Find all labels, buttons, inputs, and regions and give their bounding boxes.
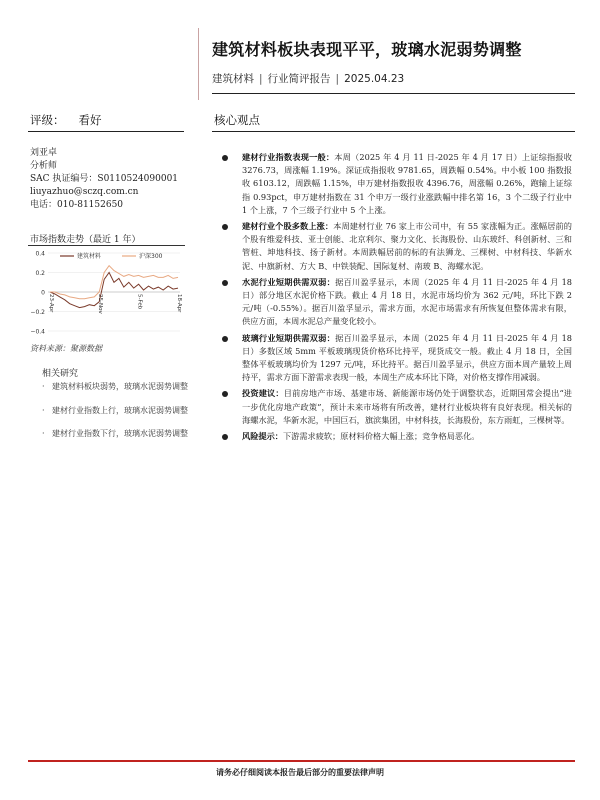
core-view-item: 建材行业指数表现一般：本周（2025 年 4 月 11 日-2025 年 4 月 17 日）上证综指报收 3276.73，周涨幅 1.19%。深证成指报收 9781.65，周跌幅 0.54%。中小板 100 指数报收 6103.12，周跌幅 1.15%，申万建材指数报收 4396.76，周涨幅 0.26%，跑输上证综指 0.93pct，申万建材指数在 31 个申万一级行业涨跌幅中排名第 16，3 个二级子行业中 1 个上涨，7 个三级子行业中 5 个上涨。 [222,151,572,217]
core-views-title: 核心观点 [214,113,260,127]
related-item[interactable]: · 建材行业指数上行，玻璃水泥弱势调整 [42,405,188,415]
analyst-name: 刘亚卓 [30,148,58,158]
rating-label: 评级： [30,113,65,127]
chart-x-tick: 25-Nov [97,294,104,314]
bullet-icon [222,336,228,342]
related-item[interactable]: · 建材行业指数下行，玻璃水泥弱势调整 [42,429,188,438]
industry-label: 建筑材料 [212,73,254,85]
chart-svg [28,247,188,337]
core-view-item: 建材行业个股多数上涨：本周建材行业 76 家上市公司中，有 55 家涨幅为正。涨幅居前的个股有维爱科技、亚士创能、北京利尔、聚力文化、长海股份、山东玻纤、科创新材、三和管桩、坤地科技、扬子新材。本周跌幅居前的标的有法狮龙、三棵树、中材科技、华新水泥、中旗新材、方大 B、中铁装配、国际复材、南玻 B、海螺水泥。 [222,220,572,273]
related-item[interactable]: · 建筑材料板块弱势，玻璃水泥弱势调整 [42,382,188,391]
rating-rule [28,131,184,132]
footer-rule [28,760,575,762]
core-views-rule [212,131,575,132]
report-subtitle: 建筑材料 | 行业简评报告 | 2025.04.23 [212,73,405,85]
market-index-chart [28,247,188,337]
bullet-icon [222,391,228,397]
chart-y-tick: 0.4 [35,250,45,258]
related-research-title: 相关研究 [42,369,79,379]
chart-top-rule [28,245,185,246]
related-research-list [42,381,194,452]
report-type: 行业简评报告 [267,73,331,85]
report-title: 建筑材料板块表现平平，玻璃水泥弱势调整 [212,40,522,59]
bullet-icon [222,224,228,230]
core-view-item: 风险提示：下游需求疲软；原材料价格大幅上涨；竞争格局恶化。 [222,430,572,443]
chart-y-tick: 0.2 [35,270,45,277]
report-date: 2025.04.23 [344,73,405,85]
legal-disclaimer-link[interactable]: 请务必仔细阅读本报告最后部分的重要法律声明 [216,767,384,777]
chart-x-tick: 18-Apr [176,294,182,313]
chart-legend-label: 建筑材料 [77,253,102,260]
chart-y-tick: 0 [41,289,45,297]
analyst-email: liuyazhuo@sczq.com.cn [30,187,139,197]
chart-title: 市场指数走势（最近 1 年） [30,235,141,245]
chart-x-tick: 5-Feb [136,294,143,310]
chart-y-tick: −0.4 [30,328,45,336]
analyst-sac: SAC 执证编号：S0110524090001 [30,174,179,184]
core-view-item: 玻璃行业短期供需双弱：据百川盈孚显示，本周（2025 年 4 月 11 日-2025 年 4 月 18 日）多数区域 5mm 平板玻璃现货价格环比持平，现货成交一般。截止 4 月 18 日，全国整体平板玻璃均价为 1297 元/吨，环比持平。据百川盈孚显示，供应方面本周产量较上周持平，需求方面下游需求表现一般，本周生产成本环比下降，对价格支撑作用减弱。 [222,332,572,385]
core-view-item: 投资建议：目前房地产市场、基建市场、新能源市场仍处于调整状态，近期国常会提出“进一步优化房地产政策”，预计未来市场将有所改善，建材行业板块将有良好表现。相关标的海螺水泥，华新水泥，中国巨石，旗滨集团，中材科技，长海股份，东方雨虹，三棵树等。 [222,387,572,427]
analyst-info [30,147,178,212]
rating-value: 看好 [78,113,102,127]
core-views-list [222,151,572,446]
bullet-icon [222,280,228,286]
analyst-phone: 电话：010-81152650 [30,200,124,210]
analyst-role: 分析师 [30,161,58,171]
bullet-icon [222,155,228,161]
chart-x-tick: 23-Apr [48,294,54,313]
chart-legend-label: 沪深300 [139,253,163,260]
bullet-icon [222,434,228,440]
core-view-item: 水泥行业短期供需双弱：据百川盈孚显示，本周（2025 年 4 月 11 日-2025 年 4 月 18 日）部分地区水泥价格下跌。截止 4 月 18 日，水泥市场均价为 362 元/吨，环比下跌 2 元/吨（-0.55%）。据百川盈孚显示，需求方面，水泥市场需求有所恢复但整体需求有限，供应方面，本周水泥总产量变化较小。 [222,276,572,329]
header-divider [198,28,199,100]
header-rule [212,93,575,94]
chart-source: 资料来源：聚源数据 [30,344,102,353]
rating [30,112,102,128]
chart-y-tick: −0.2 [30,309,45,316]
